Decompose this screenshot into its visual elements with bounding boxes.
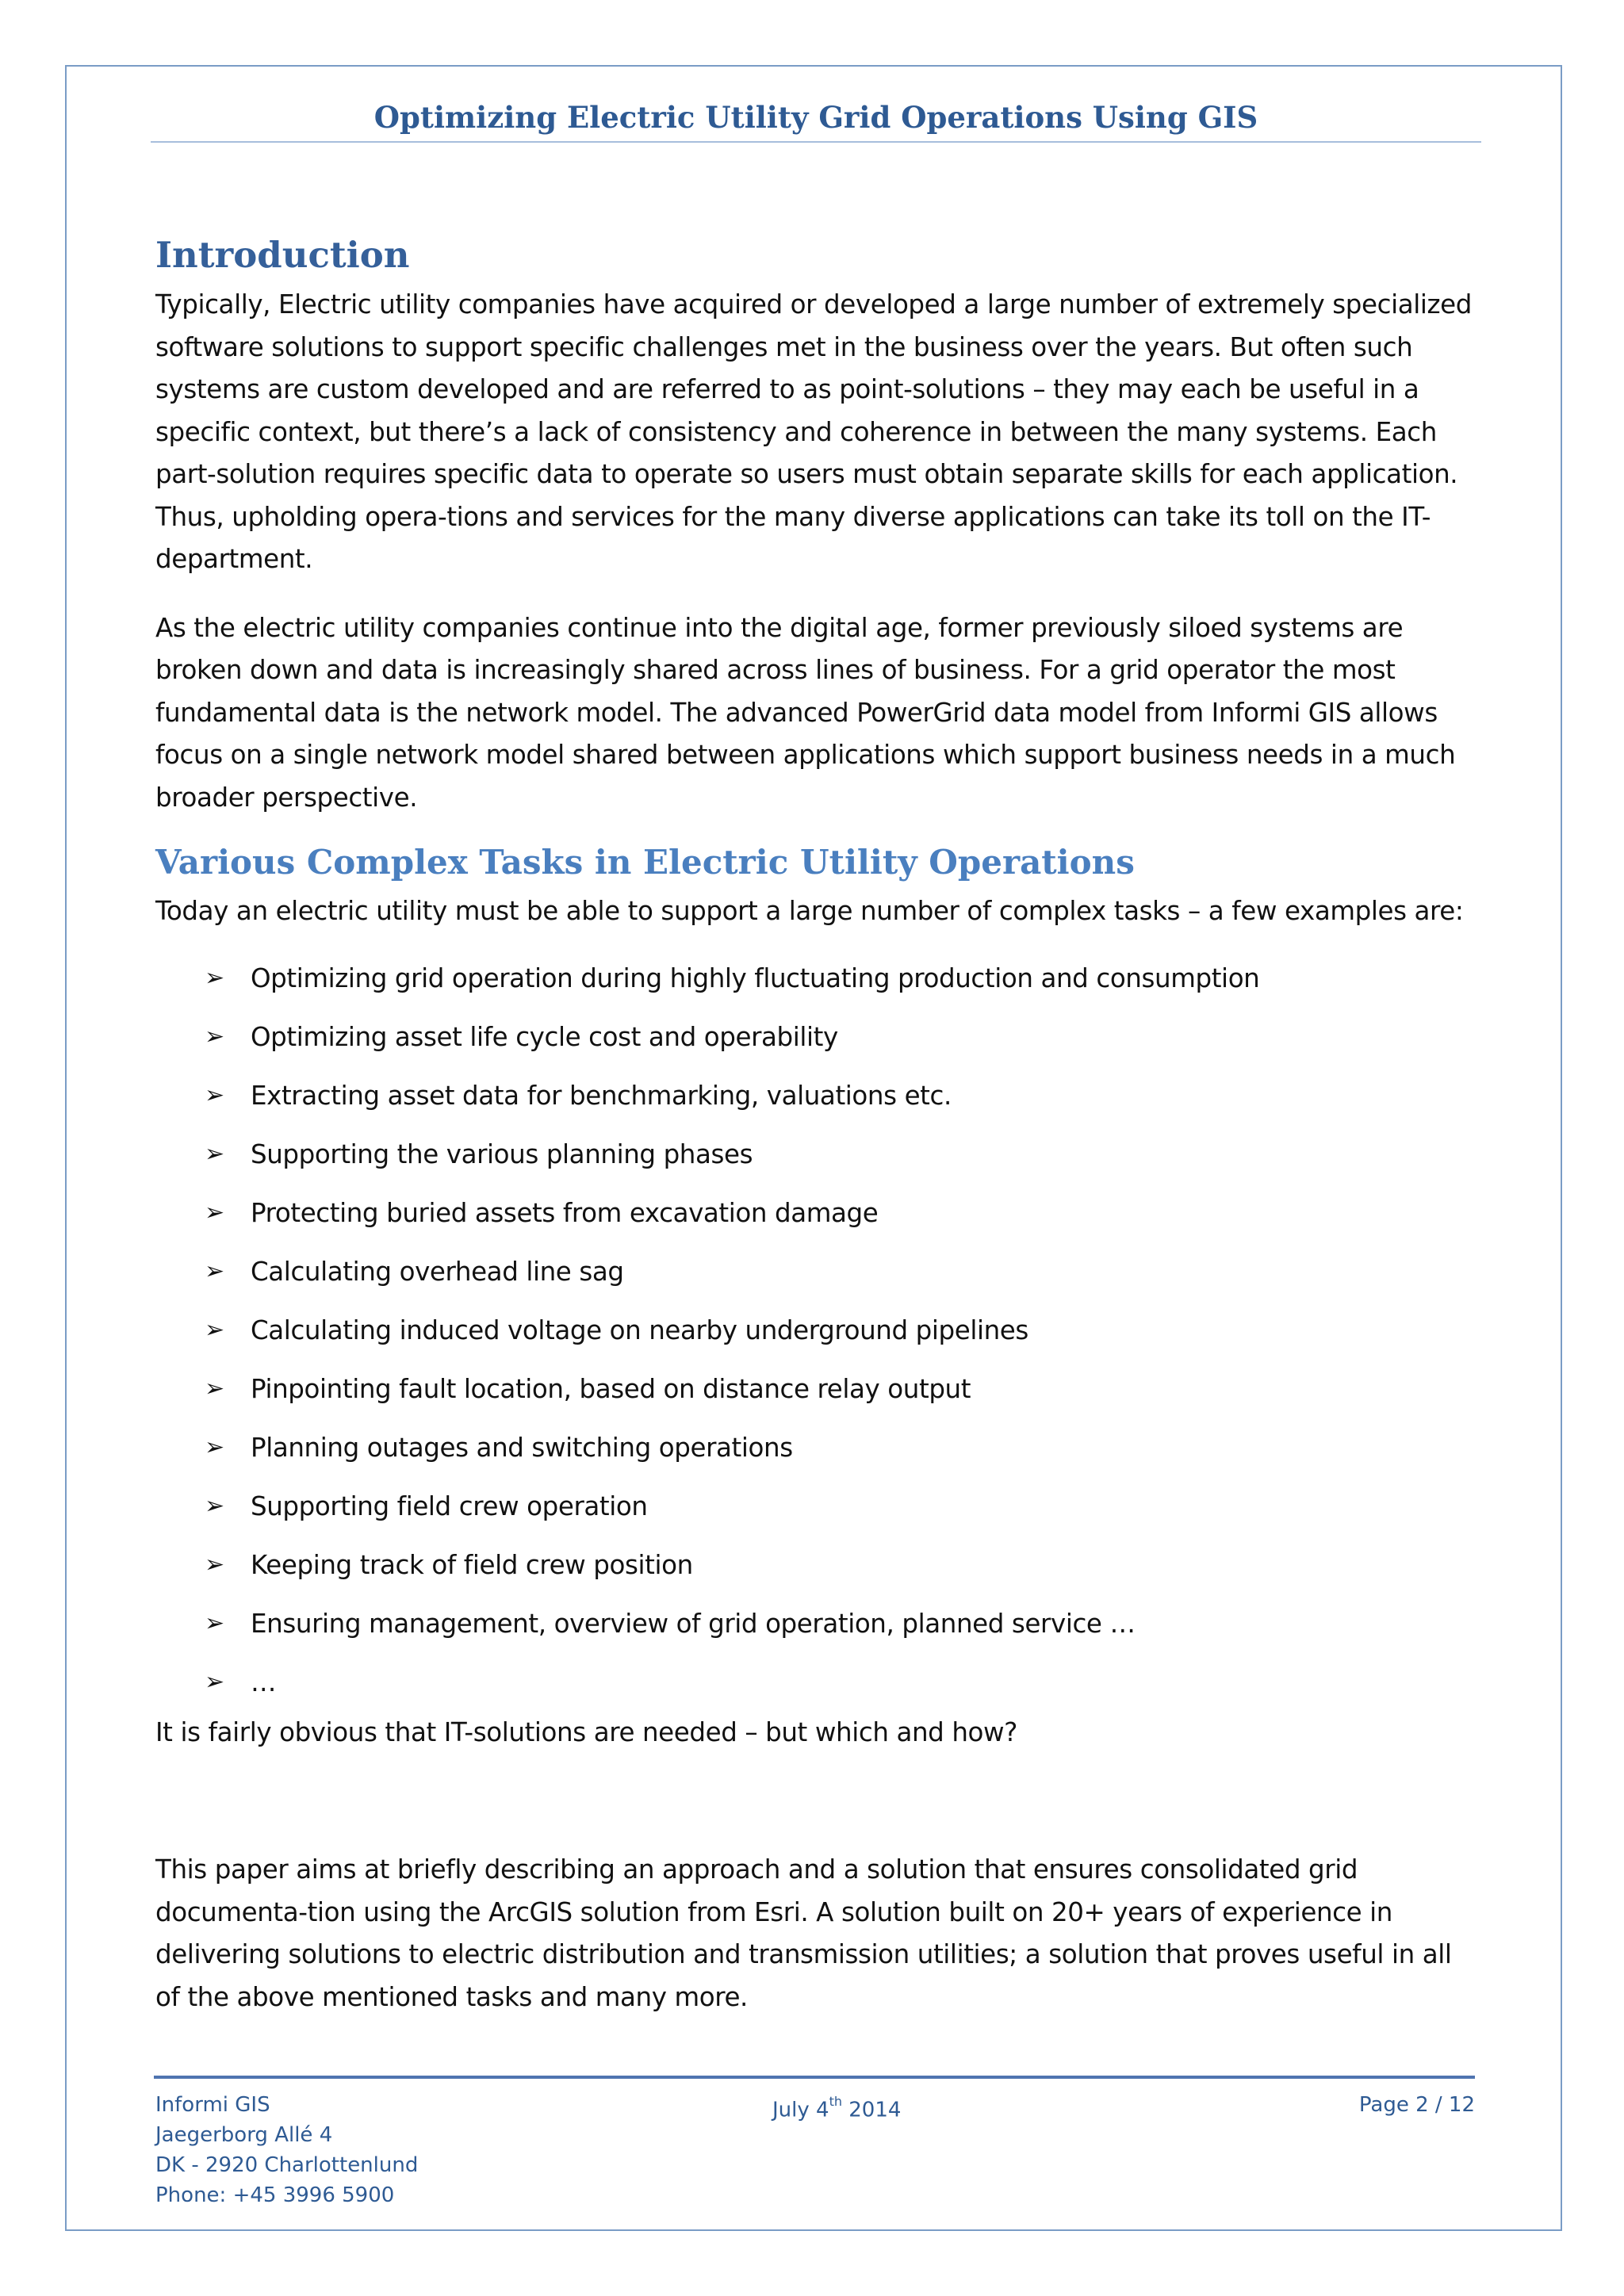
list-item: ➢ Calculating overhead line sag xyxy=(205,1256,624,1287)
list-item: ➢ Supporting the various planning phases xyxy=(205,1138,753,1169)
intro-paragraph-2: As the electric utility companies continue into the digital age, former previously siloed systems are broken down and data is increasingly shared across lines of business. For a grid operator the most fundamental data is the network model. The advanced PowerGrid data model from Informi GIS allows focus on a single network model shared between applications which support business needs in a much broader perspective. xyxy=(155,612,1456,813)
list-item: ➢ Optimizing asset life cycle cost and operability xyxy=(205,1021,838,1052)
tasks-closing: It is fairly obvious that IT-solutions are needed – but which and how? xyxy=(155,1716,1018,1747)
arrow-bullet-icon: ➢ xyxy=(205,1316,225,1344)
footer-city: DK - 2920 Charlottenlund xyxy=(155,2153,419,2177)
list-item: ➢ Ensuring management, overview of grid operation, planned service … xyxy=(205,1608,1136,1639)
tasks-lead: Today an electric utility must be able to support a large number of complex tasks – a few examples are: xyxy=(155,896,1464,926)
arrow-bullet-icon: ➢ xyxy=(205,1081,225,1109)
arrow-bullet-icon: ➢ xyxy=(205,964,225,992)
footer-page-number: Page 2 / 12 xyxy=(1358,2093,1475,2117)
list-item: ➢ Keeping track of field crew position xyxy=(205,1549,693,1580)
list-item: ➢ Pinpointing fault location, based on distance relay output xyxy=(205,1373,971,1404)
arrow-bullet-icon: ➢ xyxy=(205,1551,225,1578)
list-item: ➢ Calculating induced voltage on nearby underground pipelines xyxy=(205,1314,1028,1345)
list-item: ➢ Planning outages and switching operations xyxy=(205,1432,793,1463)
main-content xyxy=(155,227,1483,2019)
tasks-heading: Various Complex Tasks in Electric Utility Operations xyxy=(155,843,1135,882)
arrow-bullet-icon: ➢ xyxy=(205,1140,225,1168)
introduction-heading: Introduction xyxy=(155,234,410,276)
arrow-bullet-icon: ➢ xyxy=(205,1375,225,1402)
list-item: ➢ Optimizing grid operation during highly fluctuating production and consumption xyxy=(205,962,1260,993)
footer-date: July 4th 2014 xyxy=(772,2094,902,2122)
arrow-bullet-icon: ➢ xyxy=(205,1492,225,1520)
page-header xyxy=(151,94,1481,143)
page-footer xyxy=(154,2076,1475,2207)
list-item: ➢ Protecting buried assets from excavation damage xyxy=(205,1197,879,1228)
arrow-bullet-icon: ➢ xyxy=(205,1668,225,1696)
footer-street: Jaegerborg Allé 4 xyxy=(155,2123,333,2147)
arrow-bullet-icon: ➢ xyxy=(205,1023,225,1050)
list-item: ➢ … xyxy=(205,1667,277,1697)
document-title: Optimizing Electric Utility Grid Operations Using GIS xyxy=(373,100,1258,135)
footer-address xyxy=(155,2090,418,2210)
list-item: ➢ Supporting field crew operation xyxy=(205,1490,648,1521)
arrow-bullet-icon: ➢ xyxy=(205,1609,225,1637)
list-item: ➢ Extracting asset data for benchmarking, valuations etc. xyxy=(205,1080,952,1111)
paper-aim-paragraph: This paper aims at briefly describing an approach and a solution that ensures consolidated grid documenta-tion using the ArcGIS solution from Esri. A solution built on 20+ years of experience in delivering solutions to electric distribution and transmission utilities; a solution that proves useful in all of the above mentioned tasks and many more. xyxy=(155,1854,1452,2012)
arrow-bullet-icon: ➢ xyxy=(205,1257,225,1285)
tasks-list xyxy=(155,949,1483,1712)
arrow-bullet-icon: ➢ xyxy=(205,1199,225,1226)
footer-phone: Phone: +45 3996 5900 xyxy=(155,2183,395,2207)
footer-company: Informi GIS xyxy=(155,2093,270,2117)
arrow-bullet-icon: ➢ xyxy=(205,1433,225,1461)
intro-paragraph-1: Typically, Electric utility companies have acquired or developed a large number of extremely specialized software solutions to support specific challenges met in the business over the years. But often such systems are custom developed and are referred to as point-solutions – they may each be useful in a specific context, but there’s a lack of consistency and coherence in between the many systems. Each part-solution requires specific data to operate so users must obtain separate skills for each application. Thus, upholding opera-tions and services for the many diverse applications can take its toll on the IT-department. xyxy=(155,289,1472,574)
